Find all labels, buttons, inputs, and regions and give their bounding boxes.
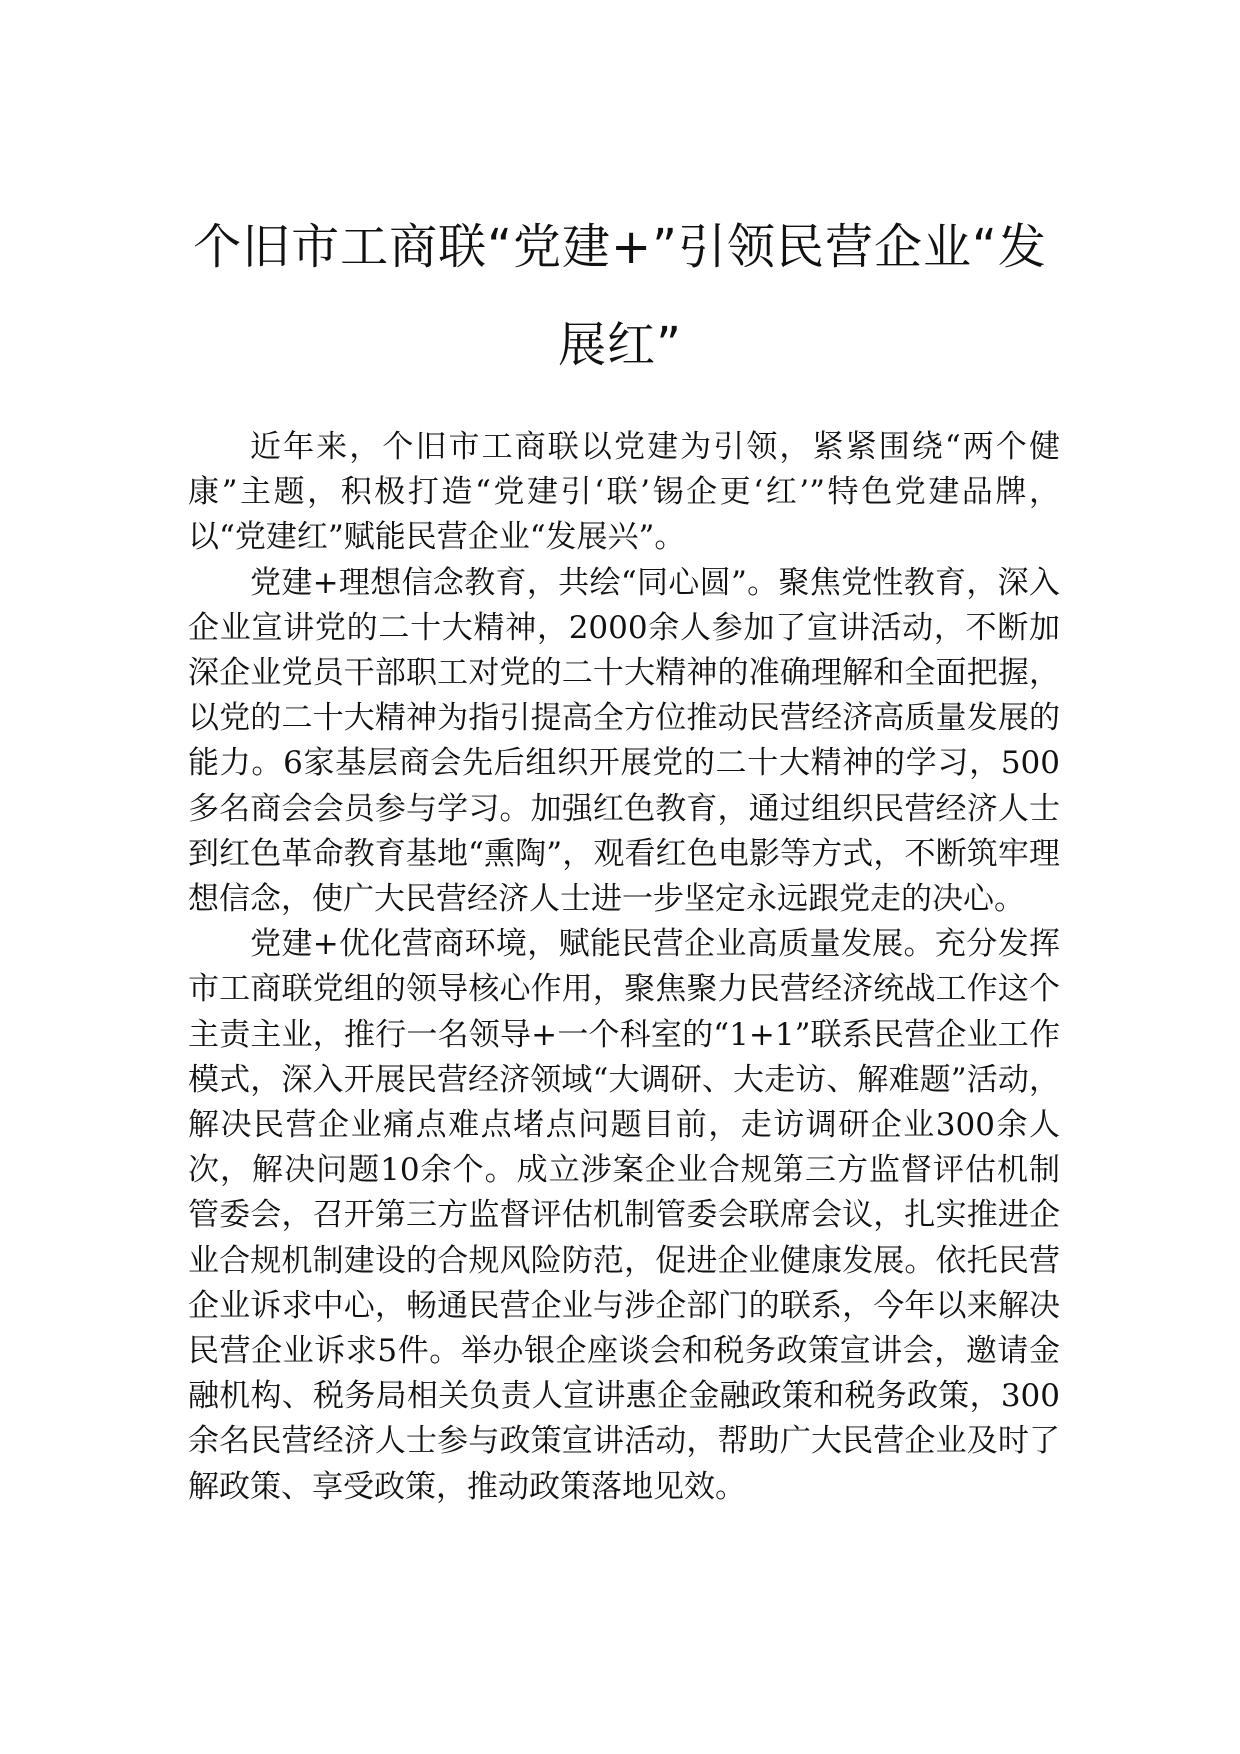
document-body: [188, 425, 1060, 1510]
paragraph-intro: 近年来，个旧市工商联以党建为引领，紧紧围绕“两个健康”主题，积极打造“党建引‘联’锡企更‘红’”特色党建品牌，以“党建红”赋能民营企业“发展兴”。: [188, 429, 1060, 556]
paragraph-business-environment: 党建+优化营商环境，赋能民营企业高质量发展。充分发挥市工商联党组的领导核心作用，聚焦聚力民营经济统战工作这个主责主业，推行一名领导+一个科室的“1+1”联系民营企业工作模式，深入开展民营经济领域“大调研、大走访、解难题”活动，解决民营企业痛点难点堵点问题目前，走访调研企业300余人次，解决问题10余个。成立涉案企业合规第三方监督评估机制管委会，召开第三方监督评估机制管委会联席会议，扎实推进企业合规机制建设的合规风险防范，促进企业健康发展。依托民营企业诉求中心，畅通民营企业与涉企部门的联系，今年以来解决民营企业诉求5件。举办银企座谈会和税务政策宣讲会，邀请金融机构、税务局相关负责人宣讲惠企金融政策和税务政策，300余名民营经济人士参与政策宣讲活动，帮助广大民营企业及时了解政策、享受政策，推动政策落地见效。: [188, 926, 1060, 1505]
paragraph-ideals-education: 党建+理想信念教育，共绘“同心圆”。聚焦党性教育，深入企业宣讲党的二十大精神，2000余人参加了宣讲活动，不断加深企业党员干部职工对党的二十大精神的准确理解和全面把握，以党的二十大精神为指引提高全方位推动民营经济高质量发展的能力。6家基层商会先后组织开展党的二十大精神的学习，500多名商会会员参与学习。加强红色教育，通过组织民营经济人士到红色革命教育基地“熏陶”，观看红色电影等方式，不断筑牢理想信念，使广大民营经济人士进一步坚定永远跟党走的决心。: [188, 564, 1060, 918]
document-title: 个旧市工商联“党建+”引领民营企业“发展红”: [193, 219, 1047, 373]
